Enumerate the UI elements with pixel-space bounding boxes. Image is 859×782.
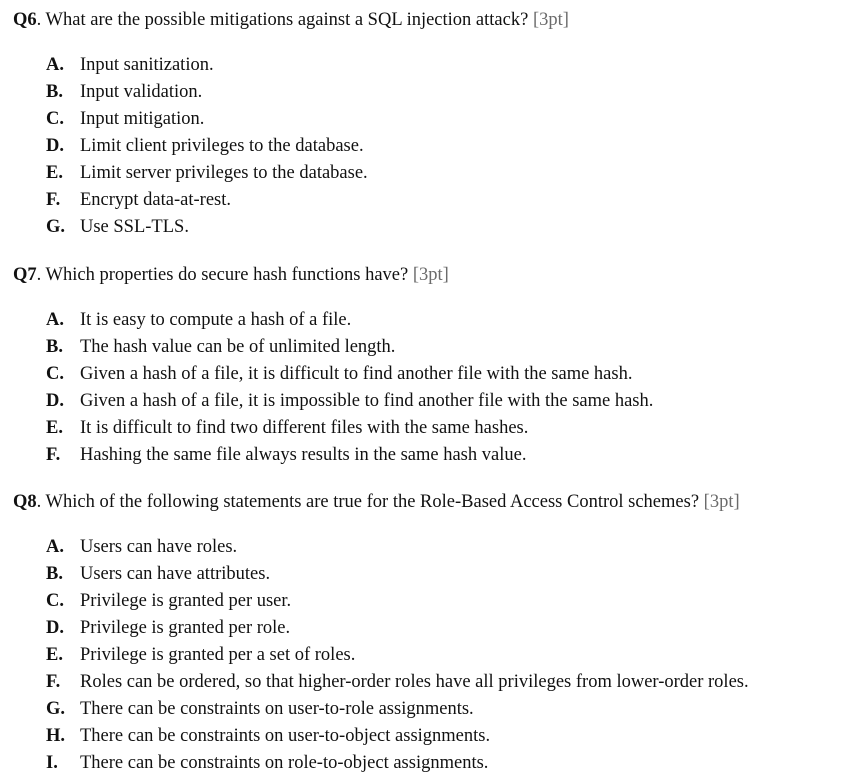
question-text: . Which of the following statements are true for the Role-Based Access Control schemes? [36, 492, 700, 512]
option-text: Use SSL-TLS. [80, 217, 189, 237]
option-letter: B. [46, 337, 63, 357]
option-text: Input validation. [80, 82, 203, 102]
option-item[interactable] [46, 361, 653, 388]
option-letter: E. [46, 163, 63, 183]
option-item[interactable] [46, 615, 749, 642]
option-item[interactable] [46, 79, 368, 106]
question-points: [3pt] [703, 492, 740, 512]
option-text: There can be constraints on role-to-object assignments. [80, 753, 489, 773]
option-text: The hash value can be of unlimited length. [80, 337, 396, 357]
question-q6-options [46, 52, 368, 241]
option-letter: F. [46, 672, 61, 692]
option-letter: F. [46, 445, 61, 465]
option-text: Roles can be ordered, so that higher-order roles have all privileges from lower-order roles. [80, 672, 749, 692]
option-text: It is easy to compute a hash of a file. [80, 310, 352, 330]
question-number: Q7 [13, 265, 37, 285]
question-q8-heading [13, 491, 740, 513]
option-text: There can be constraints on user-to-role assignments. [80, 699, 474, 719]
option-letter: H. [46, 726, 66, 746]
question-q7-heading [13, 264, 449, 286]
option-text: Hashing the same file always results in the same hash value. [80, 445, 527, 465]
option-item[interactable] [46, 307, 653, 334]
option-item[interactable] [46, 52, 368, 79]
option-letter: I. [46, 753, 58, 773]
option-letter: A. [46, 55, 64, 75]
option-letter: A. [46, 310, 64, 330]
option-item[interactable] [46, 214, 368, 241]
option-letter: C. [46, 591, 64, 611]
question-text: . What are the possible mitigations against a SQL injection attack? [36, 10, 529, 30]
option-letter: E. [46, 418, 63, 438]
option-letter: C. [46, 364, 64, 384]
option-item[interactable] [46, 669, 749, 696]
option-letter: D. [46, 136, 64, 156]
option-item[interactable] [46, 133, 368, 160]
option-item[interactable] [46, 106, 368, 133]
option-letter: F. [46, 190, 61, 210]
option-item[interactable] [46, 642, 749, 669]
option-item[interactable] [46, 415, 653, 442]
option-letter: C. [46, 109, 64, 129]
option-text: Limit client privileges to the database. [80, 136, 364, 156]
question-points: [3pt] [532, 10, 569, 30]
option-item[interactable] [46, 750, 749, 777]
option-text: Given a hash of a file, it is impossible to find another file with the same hash. [80, 391, 654, 411]
option-text: Privilege is granted per user. [80, 591, 292, 611]
option-item[interactable] [46, 388, 653, 415]
question-q8-options [46, 534, 749, 777]
option-item[interactable] [46, 160, 368, 187]
question-q7-options [46, 307, 653, 469]
option-letter: B. [46, 82, 63, 102]
option-letter: A. [46, 537, 64, 557]
option-text: Input sanitization. [80, 55, 214, 75]
option-letter: G. [46, 699, 66, 719]
option-letter: D. [46, 391, 64, 411]
option-item[interactable] [46, 723, 749, 750]
option-text: There can be constraints on user-to-object assignments. [80, 726, 491, 746]
option-letter: E. [46, 645, 63, 665]
option-item[interactable] [46, 696, 749, 723]
option-text: Input mitigation. [80, 109, 205, 129]
question-number: Q8 [13, 492, 37, 512]
question-q6-heading [13, 9, 569, 31]
option-text: Users can have roles. [80, 537, 238, 557]
option-letter: D. [46, 618, 64, 638]
option-item[interactable] [46, 334, 653, 361]
option-item[interactable] [46, 442, 653, 469]
option-text: Given a hash of a file, it is difficult to find another file with the same hash. [80, 364, 633, 384]
option-item[interactable] [46, 561, 749, 588]
option-text: Privilege is granted per role. [80, 618, 291, 638]
option-item[interactable] [46, 534, 749, 561]
option-text: Encrypt data-at-rest. [80, 190, 232, 210]
option-item[interactable] [46, 187, 368, 214]
option-letter: B. [46, 564, 63, 584]
option-text: Privilege is granted per a set of roles. [80, 645, 356, 665]
option-letter: G. [46, 217, 66, 237]
option-text: Users can have attributes. [80, 564, 271, 584]
option-text: It is difficult to find two different files with the same hashes. [80, 418, 529, 438]
question-text: . Which properties do secure hash functions have? [36, 265, 409, 285]
question-points: [3pt] [412, 265, 449, 285]
question-number: Q6 [13, 10, 37, 30]
option-item[interactable] [46, 588, 749, 615]
option-text: Limit server privileges to the database. [80, 163, 368, 183]
